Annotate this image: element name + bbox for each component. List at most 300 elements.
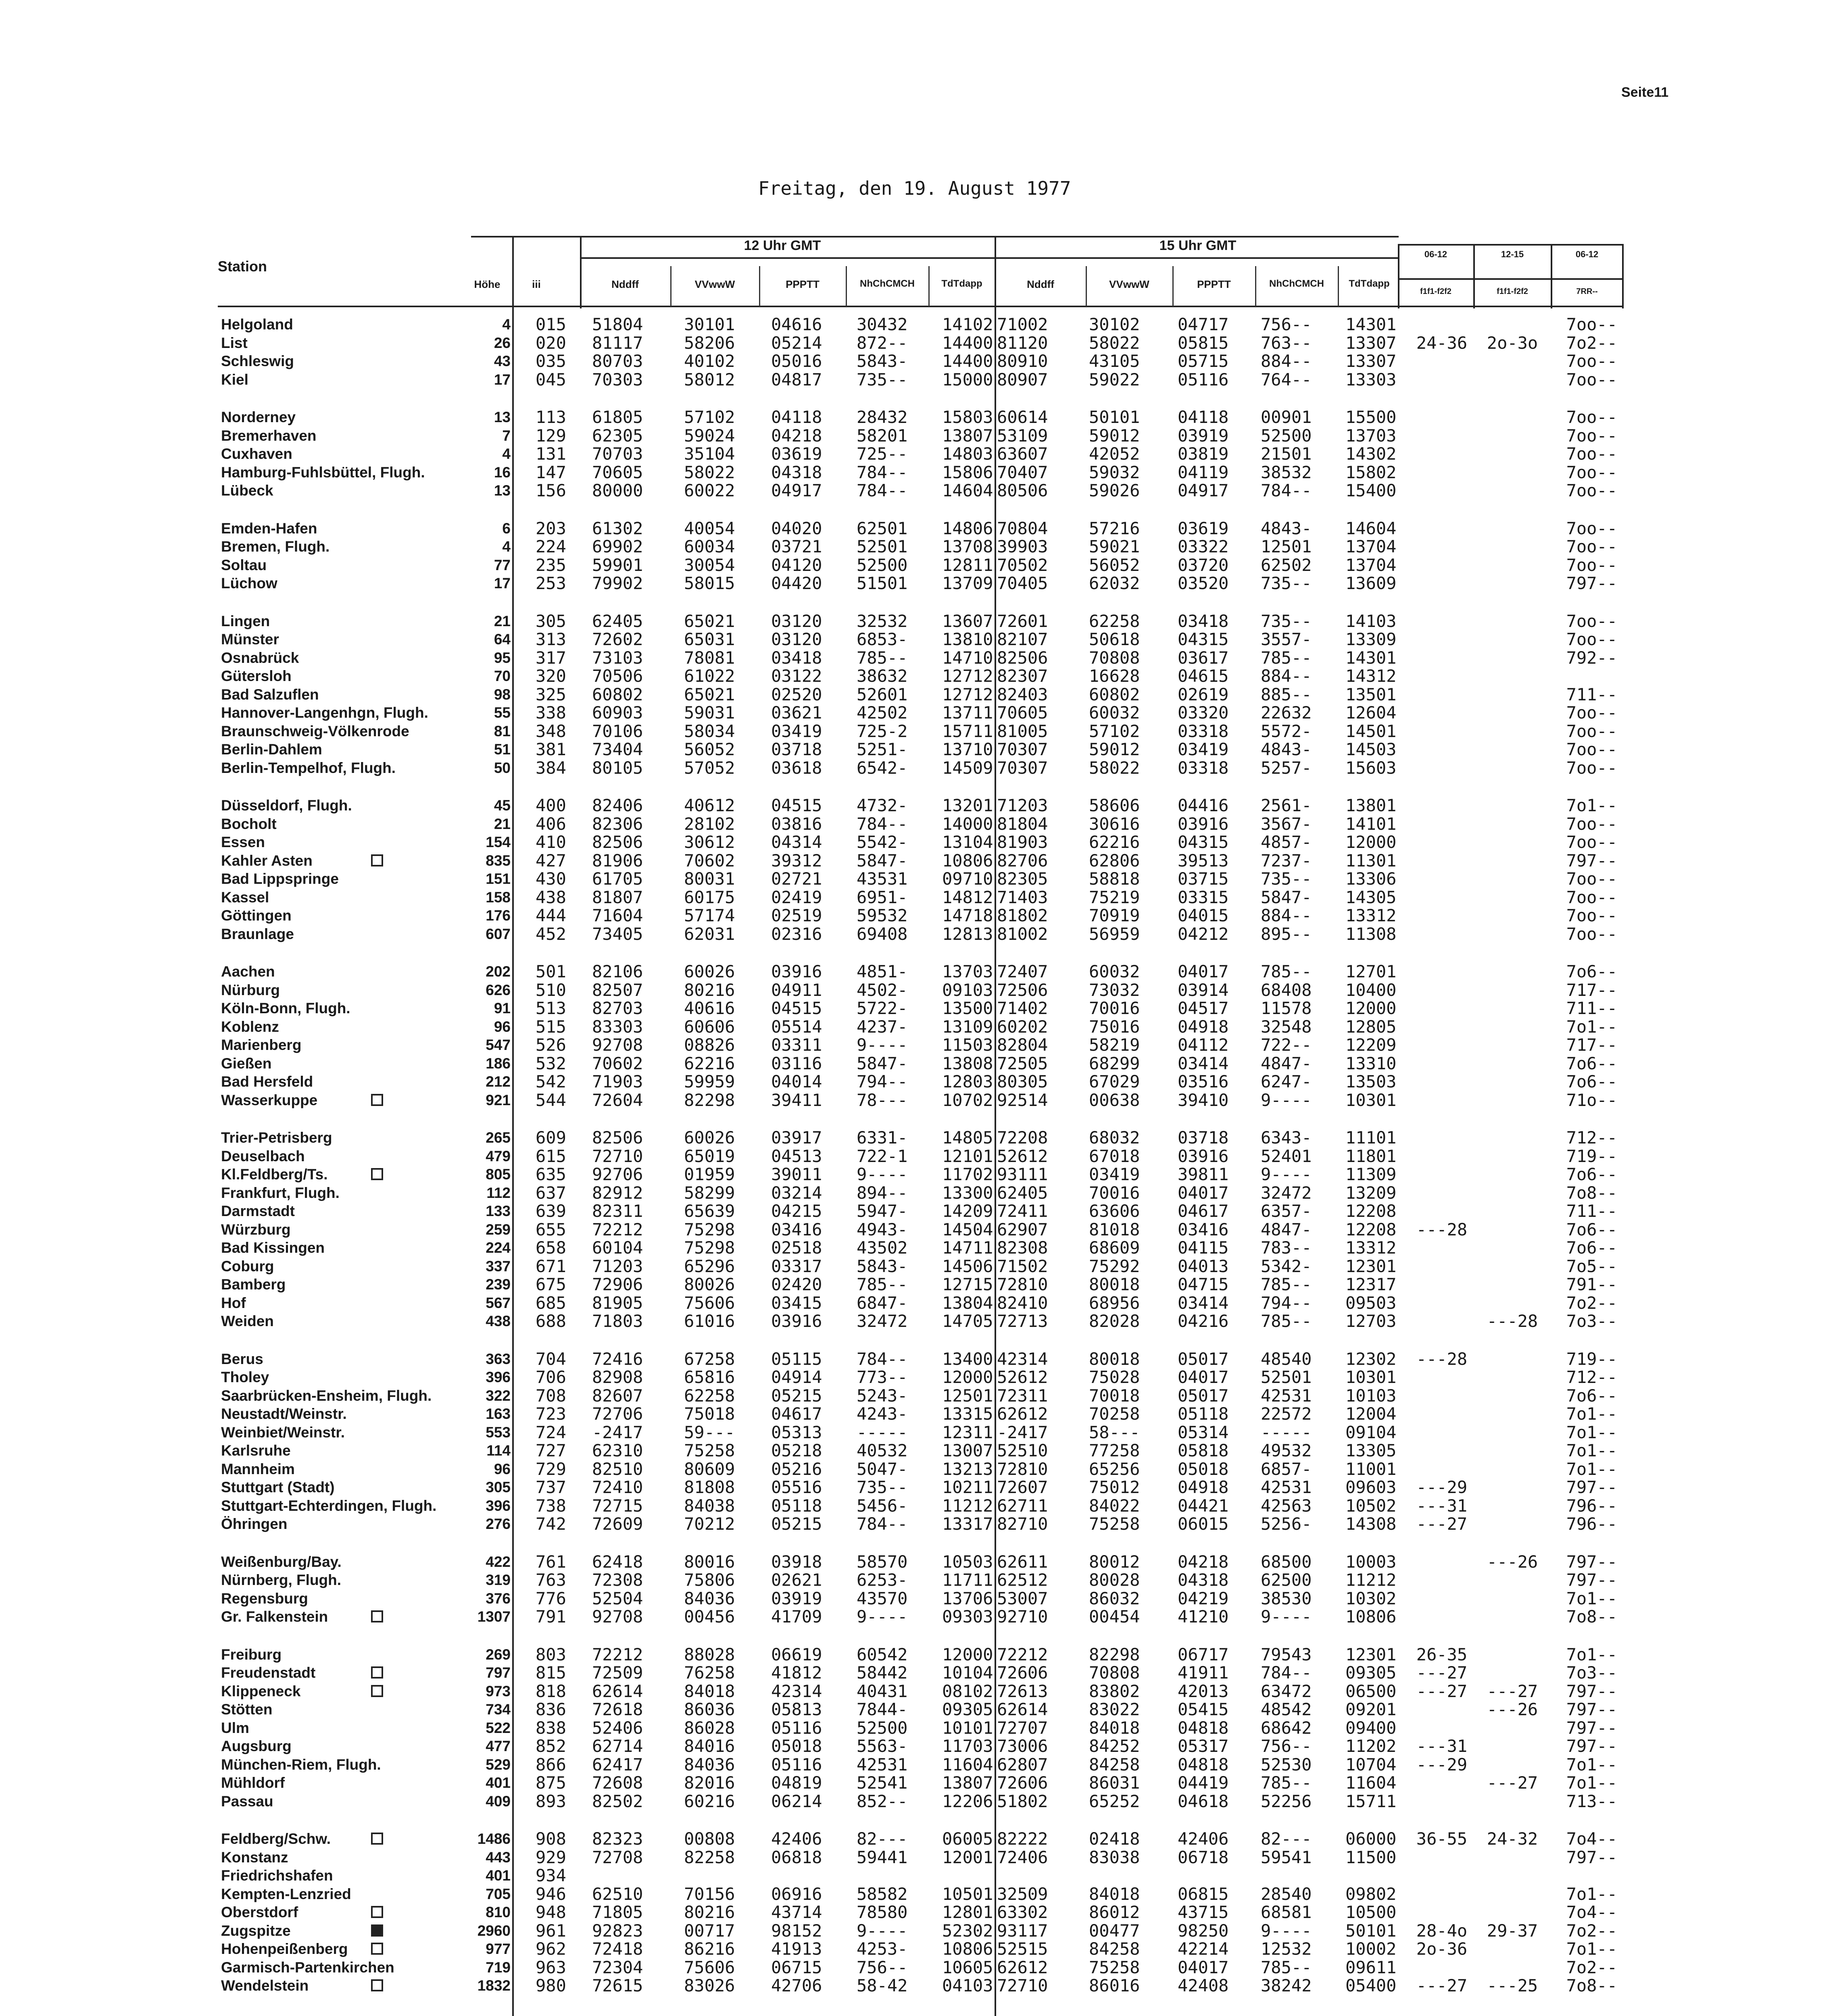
ddff-15: 92514 bbox=[997, 1090, 1048, 1110]
ddff-15: 72212 bbox=[997, 1645, 1048, 1664]
pppt-15: 42406 bbox=[1178, 1829, 1229, 1849]
cloud-12: 5843- bbox=[857, 351, 908, 371]
pppt-12: 03317 bbox=[771, 1256, 822, 1276]
vvwww-12: 75606 bbox=[684, 1958, 735, 1977]
tdtd-15: 14503 bbox=[1345, 739, 1397, 759]
vvwww-15: 75012 bbox=[1089, 1477, 1140, 1497]
precip-06-12: 797-- bbox=[1566, 1718, 1617, 1738]
tdtd-12: 12501 bbox=[942, 1386, 993, 1406]
cloud-12: 872-- bbox=[857, 333, 908, 353]
station-elevation: 4 bbox=[502, 446, 511, 462]
pppt-12: 04513 bbox=[771, 1146, 822, 1166]
station-number: 406 bbox=[536, 814, 566, 834]
vvwww-15: 59026 bbox=[1089, 481, 1140, 500]
pppt-15: 03320 bbox=[1178, 703, 1229, 723]
pppt-12: 06916 bbox=[771, 1884, 822, 1904]
station-number: 381 bbox=[536, 739, 566, 759]
square-marker-icon bbox=[371, 1610, 383, 1622]
cloud-15: 756-- bbox=[1261, 314, 1312, 334]
station-number: 727 bbox=[536, 1441, 566, 1460]
ddff-15: 53007 bbox=[997, 1589, 1048, 1608]
pppt-12: 03919 bbox=[771, 1589, 822, 1608]
tdtd-15: 14302 bbox=[1345, 444, 1397, 464]
tdtd-12: 13710 bbox=[942, 739, 993, 759]
vvwww-15: 86032 bbox=[1089, 1589, 1140, 1608]
ddff-15: 81120 bbox=[997, 333, 1048, 353]
pppt-12: 05218 bbox=[771, 1441, 822, 1460]
vvwww-15: 59022 bbox=[1089, 370, 1140, 389]
cloud-15: 38242 bbox=[1261, 1976, 1312, 1995]
precip-06-12: 7oo-- bbox=[1566, 481, 1617, 500]
tdtd-15: 09603 bbox=[1345, 1477, 1397, 1497]
station-elevation: 396 bbox=[486, 1369, 511, 1385]
station-number: 818 bbox=[536, 1681, 566, 1701]
station-number: 963 bbox=[536, 1958, 566, 1977]
cloud-15: 6247- bbox=[1261, 1072, 1312, 1091]
rule-15-d bbox=[1338, 266, 1339, 306]
vvwww-12: 86036 bbox=[684, 1699, 735, 1719]
precip-06-12: 797-- bbox=[1566, 1847, 1617, 1867]
station-number: 934 bbox=[536, 1866, 566, 1885]
table-row bbox=[0, 722, 1833, 740]
ddff-15: 72601 bbox=[997, 611, 1048, 631]
tdtd-12: 13708 bbox=[942, 537, 993, 556]
station-number: 706 bbox=[536, 1367, 566, 1387]
tdtd-15: 12209 bbox=[1345, 1035, 1397, 1055]
precip-06-12: 797-- bbox=[1566, 1681, 1617, 1701]
ddff-15: 80506 bbox=[997, 481, 1048, 500]
pppt-12: 05118 bbox=[771, 1496, 822, 1516]
precip-06-12: 791-- bbox=[1566, 1275, 1617, 1294]
station-elevation: 154 bbox=[486, 834, 511, 850]
pppt-12: 04314 bbox=[771, 832, 822, 852]
precip-06-12: 7o3-- bbox=[1566, 1311, 1617, 1331]
ddff-12: 92708 bbox=[592, 1607, 643, 1627]
table-row bbox=[0, 1257, 1833, 1275]
ddff-15: 81002 bbox=[997, 924, 1048, 944]
pppt-15: 03720 bbox=[1178, 555, 1229, 575]
table-row bbox=[0, 796, 1833, 814]
square-marker-icon bbox=[371, 1666, 383, 1679]
tdtd-15: 15802 bbox=[1345, 462, 1397, 482]
ddff-15: 71502 bbox=[997, 1256, 1048, 1276]
pppt-15: 04315 bbox=[1178, 832, 1229, 852]
vvwww-12: 81808 bbox=[684, 1477, 735, 1497]
cloud-15: 783-- bbox=[1261, 1238, 1312, 1258]
precip-06-12: 7oo-- bbox=[1566, 555, 1617, 575]
station-elevation: 176 bbox=[486, 907, 511, 924]
vvwww-12: 82258 bbox=[684, 1847, 735, 1867]
gust-06-12: ---27 bbox=[1416, 1976, 1468, 1995]
station-elevation: 705 bbox=[486, 1886, 511, 1902]
vvwww-15: 70919 bbox=[1089, 906, 1140, 925]
pppt-15: 03916 bbox=[1178, 1146, 1229, 1166]
tdtd-12: 13007 bbox=[942, 1441, 993, 1460]
vvwww-12: 30101 bbox=[684, 314, 735, 334]
pppt-12: 04616 bbox=[771, 314, 822, 334]
tdtd-15: 12000 bbox=[1345, 998, 1397, 1018]
precip-06-12: 7o8-- bbox=[1566, 1183, 1617, 1203]
cloud-12: 784-- bbox=[857, 1514, 908, 1534]
vvwww-12: 01959 bbox=[684, 1164, 735, 1184]
tdtd-15: 11001 bbox=[1345, 1459, 1397, 1479]
station-number: 113 bbox=[536, 407, 566, 427]
precip-06-12: 796-- bbox=[1566, 1496, 1617, 1516]
pppt-15: 04017 bbox=[1178, 1367, 1229, 1387]
ddff-15: 72810 bbox=[997, 1275, 1048, 1294]
station-name: Emden-Hafen bbox=[221, 520, 317, 537]
vvwww-15: 68032 bbox=[1089, 1128, 1140, 1148]
gust-06-12: ---29 bbox=[1416, 1477, 1468, 1497]
station-elevation: 96 bbox=[494, 1461, 511, 1477]
station-name: Konstanz bbox=[221, 1849, 288, 1866]
tdtd-12: 13315 bbox=[942, 1404, 993, 1424]
pppt-15: 04818 bbox=[1178, 1755, 1229, 1774]
station-number: 430 bbox=[536, 869, 566, 889]
header-12-col-3: PPPTT bbox=[786, 278, 820, 290]
rule-v-5 bbox=[1473, 244, 1475, 308]
pppt-12: 04014 bbox=[771, 1072, 822, 1091]
station-name: Tholey bbox=[221, 1369, 269, 1385]
cloud-15: 52256 bbox=[1261, 1791, 1312, 1811]
table-row bbox=[0, 1165, 1833, 1183]
cloud-12: 58570 bbox=[857, 1552, 908, 1572]
pppt-15: 04118 bbox=[1178, 407, 1229, 427]
cloud-12: 5251- bbox=[857, 739, 908, 759]
ddff-12: 82908 bbox=[592, 1367, 643, 1387]
ddff-15: 82804 bbox=[997, 1035, 1048, 1055]
pppt-12: 41913 bbox=[771, 1939, 822, 1959]
ddff-12: 72615 bbox=[592, 1976, 643, 1995]
tdtd-15: 12004 bbox=[1345, 1404, 1397, 1424]
gust-06-12: 28-4o bbox=[1416, 1921, 1468, 1941]
station-elevation: 977 bbox=[486, 1941, 511, 1957]
ddff-15: 81005 bbox=[997, 721, 1048, 741]
cloud-15: 22632 bbox=[1261, 703, 1312, 723]
tdtd-12: 15711 bbox=[942, 721, 993, 741]
station-number: 348 bbox=[536, 721, 566, 741]
table-row bbox=[0, 906, 1833, 925]
cloud-15: 42563 bbox=[1261, 1496, 1312, 1516]
station-name: Nürnberg, Flugh. bbox=[221, 1572, 342, 1588]
table-row bbox=[0, 1184, 1833, 1202]
cloud-15: 52401 bbox=[1261, 1146, 1312, 1166]
table-row bbox=[0, 463, 1833, 481]
precip-06-12: 7oo-- bbox=[1566, 444, 1617, 464]
tdtd-12: 12101 bbox=[942, 1146, 993, 1166]
tdtd-12: 09305 bbox=[942, 1699, 993, 1719]
station-name: Hamburg-Fuhlsbüttel, Flugh. bbox=[221, 464, 425, 481]
station-number: 400 bbox=[536, 796, 566, 815]
pppt-15: 04017 bbox=[1178, 962, 1229, 981]
vvwww-15: 65252 bbox=[1089, 1791, 1140, 1811]
header-12-col-1: Nddff bbox=[611, 278, 639, 290]
precip-06-12: 797-- bbox=[1566, 1570, 1617, 1590]
table-row bbox=[0, 1571, 1833, 1589]
vvwww-15: 86031 bbox=[1089, 1773, 1140, 1793]
vvwww-12: 80216 bbox=[684, 980, 735, 1000]
station-elevation: 17 bbox=[494, 371, 511, 388]
vvwww-12: 60022 bbox=[684, 481, 735, 500]
ddff-12: 82311 bbox=[592, 1201, 643, 1221]
cloud-15: 52501 bbox=[1261, 1367, 1312, 1387]
pppt-15: 05314 bbox=[1178, 1422, 1229, 1442]
vvwww-12: 65021 bbox=[684, 685, 735, 704]
station-elevation: 212 bbox=[486, 1073, 511, 1090]
tdtd-12: 15806 bbox=[942, 462, 993, 482]
precip-06-12: 712-- bbox=[1566, 1367, 1617, 1387]
pppt-15: 06717 bbox=[1178, 1645, 1229, 1664]
ddff-12: 72410 bbox=[592, 1477, 643, 1497]
vvwww-12: 00456 bbox=[684, 1607, 735, 1627]
ddff-12: 70703 bbox=[592, 444, 643, 464]
station-number: 688 bbox=[536, 1311, 566, 1331]
precip-06-12: 7oo-- bbox=[1566, 739, 1617, 759]
header-12-col-5: TdTdapp bbox=[941, 278, 982, 289]
tdtd-12: 13706 bbox=[942, 1589, 993, 1608]
precip-06-12: 711-- bbox=[1566, 685, 1617, 704]
station-name: Weißenburg/Bay. bbox=[221, 1554, 342, 1570]
tdtd-15: 10500 bbox=[1345, 1902, 1397, 1922]
tdtd-12: 14805 bbox=[942, 1128, 993, 1148]
cloud-15: 7237- bbox=[1261, 851, 1312, 871]
tdtd-15: 14604 bbox=[1345, 519, 1397, 538]
station-elevation: 396 bbox=[486, 1497, 511, 1514]
tdtd-12: 14400 bbox=[942, 351, 993, 371]
precip-06-12: 7oo-- bbox=[1566, 832, 1617, 852]
pppt-12: 03721 bbox=[771, 537, 822, 556]
precip-06-12: 717-- bbox=[1566, 1035, 1617, 1055]
cloud-12: 59532 bbox=[857, 906, 908, 925]
precip-06-12: 7oo-- bbox=[1566, 407, 1617, 427]
cloud-12: 5243- bbox=[857, 1386, 908, 1406]
station-elevation: 26 bbox=[494, 335, 511, 351]
ddff-12: 72609 bbox=[592, 1514, 643, 1534]
cloud-12: 5847- bbox=[857, 851, 908, 871]
table-row bbox=[0, 519, 1833, 537]
tdtd-12: 14000 bbox=[942, 814, 993, 834]
pppt-15: 03318 bbox=[1178, 721, 1229, 741]
pppt-15: 42214 bbox=[1178, 1939, 1229, 1959]
cloud-12: ----- bbox=[857, 1422, 908, 1442]
station-number: 615 bbox=[536, 1146, 566, 1166]
vvwww-15: 80018 bbox=[1089, 1349, 1140, 1369]
table-row bbox=[0, 649, 1833, 667]
vvwww-15: 50101 bbox=[1089, 407, 1140, 427]
ddff-12: 82406 bbox=[592, 796, 643, 815]
station-elevation: 305 bbox=[486, 1479, 511, 1495]
vvwww-12: 40054 bbox=[684, 519, 735, 538]
pppt-15: 03715 bbox=[1178, 869, 1229, 889]
vvwww-12: 70212 bbox=[684, 1514, 735, 1534]
header-range-06-12: 06-12 bbox=[1424, 249, 1447, 259]
station-elevation: 797 bbox=[486, 1664, 511, 1681]
cloud-12: 9---- bbox=[857, 1164, 908, 1184]
pppt-15: 04617 bbox=[1178, 1201, 1229, 1221]
station-elevation: 202 bbox=[486, 963, 511, 980]
station-number: 338 bbox=[536, 703, 566, 723]
pppt-15: 04421 bbox=[1178, 1496, 1229, 1516]
station-number: 501 bbox=[536, 962, 566, 981]
precip-06-12: 797-- bbox=[1566, 1477, 1617, 1497]
ddff-15: 70405 bbox=[997, 573, 1048, 593]
cloud-15: 895-- bbox=[1261, 924, 1312, 944]
table-row bbox=[0, 1018, 1833, 1036]
tdtd-15: 13305 bbox=[1345, 1441, 1397, 1460]
vvwww-12: 60026 bbox=[684, 962, 735, 981]
pppt-15: 06015 bbox=[1178, 1514, 1229, 1534]
tdtd-15: 10806 bbox=[1345, 1607, 1397, 1627]
ddff-12: 80105 bbox=[592, 758, 643, 778]
cloud-12: 784-- bbox=[857, 814, 908, 834]
vvwww-15: 68956 bbox=[1089, 1293, 1140, 1313]
cloud-12: 5947- bbox=[857, 1201, 908, 1221]
station-name: Essen bbox=[221, 834, 265, 850]
station-elevation: 21 bbox=[494, 816, 511, 832]
gust-12-15: ---25 bbox=[1487, 1976, 1538, 1995]
rule-mid-ranges bbox=[1398, 278, 1624, 280]
station-elevation: 4 bbox=[502, 538, 511, 555]
pppt-12: 04215 bbox=[771, 1201, 822, 1221]
ddff-12: 83303 bbox=[592, 1017, 643, 1037]
station-number: 203 bbox=[536, 519, 566, 538]
ddff-12: 70106 bbox=[592, 721, 643, 741]
vvwww-12: 65816 bbox=[684, 1367, 735, 1387]
tdtd-15: 12703 bbox=[1345, 1311, 1397, 1331]
gust-12-15: 24-32 bbox=[1487, 1829, 1538, 1849]
table-row bbox=[0, 1147, 1833, 1165]
vvwww-12: 60026 bbox=[684, 1128, 735, 1148]
station-number: 866 bbox=[536, 1755, 566, 1774]
tdtd-12: 10101 bbox=[942, 1718, 993, 1738]
ddff-15: 81802 bbox=[997, 906, 1048, 925]
ddff-12: 71903 bbox=[592, 1072, 643, 1091]
tdtd-15: 09611 bbox=[1345, 1958, 1397, 1977]
gust-06-12: 2o-36 bbox=[1416, 1939, 1468, 1959]
cloud-15: 12532 bbox=[1261, 1939, 1312, 1959]
station-number: 791 bbox=[536, 1607, 566, 1627]
ddff-15: 82307 bbox=[997, 666, 1048, 686]
pppt-12: 03916 bbox=[771, 1311, 822, 1331]
cloud-12: 59441 bbox=[857, 1847, 908, 1867]
station-number: 875 bbox=[536, 1773, 566, 1793]
pppt-15: 06718 bbox=[1178, 1847, 1229, 1867]
station-elevation: 16 bbox=[494, 464, 511, 481]
ddff-15: -2417 bbox=[997, 1422, 1048, 1442]
rule-15-b bbox=[1172, 266, 1174, 306]
station-number: 685 bbox=[536, 1293, 566, 1313]
ddff-15: 82710 bbox=[997, 1514, 1048, 1534]
station-name: Göttingen bbox=[221, 907, 292, 924]
ddff-12: 72602 bbox=[592, 629, 643, 649]
station-name: Stuttgart (Stadt) bbox=[221, 1479, 335, 1495]
gust-06-12: ---28 bbox=[1416, 1220, 1468, 1239]
cloud-15: 68408 bbox=[1261, 980, 1312, 1000]
station-elevation: 259 bbox=[486, 1221, 511, 1238]
cloud-15: 784-- bbox=[1261, 1663, 1312, 1683]
station-number: 452 bbox=[536, 924, 566, 944]
cloud-15: 735-- bbox=[1261, 869, 1312, 889]
ddff-15: 82305 bbox=[997, 869, 1048, 889]
pppt-15: 05715 bbox=[1178, 351, 1229, 371]
pppt-12: 04118 bbox=[771, 407, 822, 427]
cloud-12: 725-2 bbox=[857, 721, 908, 741]
cloud-15: 52530 bbox=[1261, 1755, 1312, 1774]
precip-06-12: 7o1-- bbox=[1566, 1017, 1617, 1037]
vvwww-12: 76258 bbox=[684, 1663, 735, 1683]
station-name: Darmstadt bbox=[221, 1203, 295, 1219]
tdtd-15: 11309 bbox=[1345, 1164, 1397, 1184]
cloud-15: 48542 bbox=[1261, 1699, 1312, 1719]
vvwww-15: 02418 bbox=[1089, 1829, 1140, 1849]
precip-06-12: 7o1-- bbox=[1566, 796, 1617, 815]
vvwww-12: 65031 bbox=[684, 629, 735, 649]
gust-06-12: ---29 bbox=[1416, 1755, 1468, 1774]
pppt-15: 42013 bbox=[1178, 1681, 1229, 1701]
vvwww-12: 75298 bbox=[684, 1220, 735, 1239]
header-15-col-3: PPPTT bbox=[1197, 278, 1231, 290]
ddff-15: 72710 bbox=[997, 1976, 1048, 1995]
tdtd-15: 12805 bbox=[1345, 1017, 1397, 1037]
vvwww-15: 86016 bbox=[1089, 1976, 1140, 1995]
vvwww-12: 78081 bbox=[684, 648, 735, 668]
pppt-12: 04218 bbox=[771, 426, 822, 446]
station-elevation: 269 bbox=[486, 1646, 511, 1663]
precip-06-12: 7oo-- bbox=[1566, 869, 1617, 889]
vvwww-15: 68299 bbox=[1089, 1054, 1140, 1073]
vvwww-12: 35104 bbox=[684, 444, 735, 464]
vvwww-15: 50618 bbox=[1089, 629, 1140, 649]
tdtd-12: 12813 bbox=[942, 924, 993, 944]
pppt-15: 43715 bbox=[1178, 1902, 1229, 1922]
rule-12-c bbox=[846, 266, 847, 306]
tdtd-15: 12208 bbox=[1345, 1201, 1397, 1221]
station-number: 836 bbox=[536, 1699, 566, 1719]
cloud-12: 756-- bbox=[857, 1958, 908, 1977]
precip-06-12: 7o5-- bbox=[1566, 1256, 1617, 1276]
ddff-12: 79902 bbox=[592, 573, 643, 593]
pppt-15: 04818 bbox=[1178, 1718, 1229, 1738]
pppt-15: 04017 bbox=[1178, 1183, 1229, 1203]
pppt-15: 03418 bbox=[1178, 611, 1229, 631]
station-elevation: 95 bbox=[494, 650, 511, 666]
ddff-12: 62405 bbox=[592, 611, 643, 631]
vvwww-15: 84252 bbox=[1089, 1736, 1140, 1756]
ddff-12: 70506 bbox=[592, 666, 643, 686]
tdtd-15: 10003 bbox=[1345, 1552, 1397, 1572]
table-row bbox=[0, 1719, 1833, 1737]
cloud-12: 784-- bbox=[857, 1349, 908, 1369]
vvwww-12: 60175 bbox=[684, 887, 735, 907]
pppt-15: 04212 bbox=[1178, 924, 1229, 944]
station-name: Stötten bbox=[221, 1701, 273, 1718]
header-station: Station bbox=[218, 258, 267, 275]
rule-15-a bbox=[1086, 266, 1087, 306]
vvwww-12: 58299 bbox=[684, 1183, 735, 1203]
tdtd-12: 13201 bbox=[942, 796, 993, 815]
precip-06-12: 797-- bbox=[1566, 1736, 1617, 1756]
pppt-12: 42706 bbox=[771, 1976, 822, 1995]
station-name: Freiburg bbox=[221, 1646, 282, 1663]
station-number: 609 bbox=[536, 1128, 566, 1148]
tdtd-12: 13808 bbox=[942, 1054, 993, 1073]
pppt-15: 03718 bbox=[1178, 1128, 1229, 1148]
ddff-15: 70605 bbox=[997, 703, 1048, 723]
station-elevation: 265 bbox=[486, 1129, 511, 1146]
station-elevation: 81 bbox=[494, 723, 511, 739]
ddff-12: 69902 bbox=[592, 537, 643, 556]
station-elevation: 805 bbox=[486, 1166, 511, 1183]
